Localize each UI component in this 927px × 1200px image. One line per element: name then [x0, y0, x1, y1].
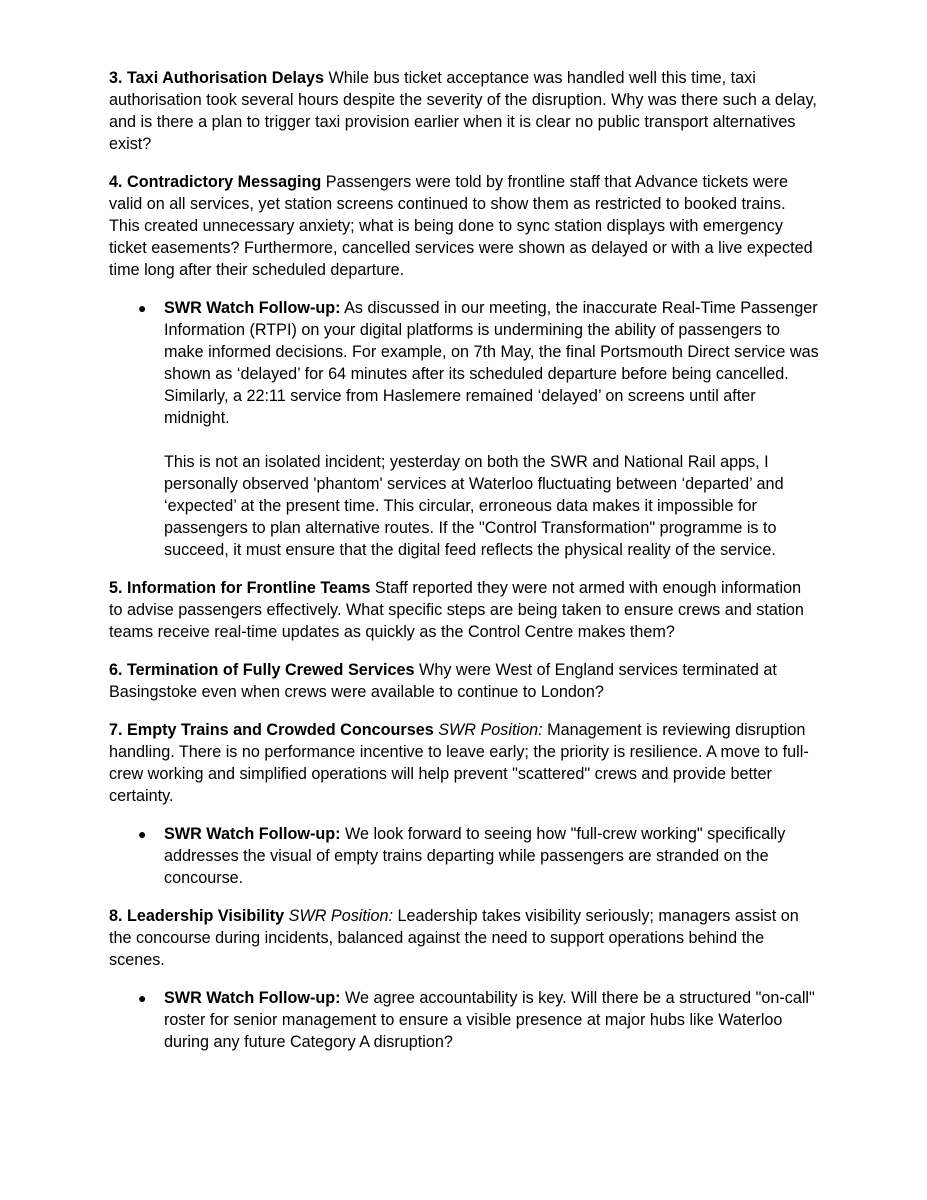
followup-text: We look forward to seeing how "full-crew working" specifically addresses the visual of empty trains departing while passengers are stranded on the concourse. — [164, 825, 786, 887]
section-leadership-visibility — [109, 905, 819, 971]
section-termination-crewed-services — [109, 659, 819, 703]
followup-label: SWR Watch Follow-up: — [164, 989, 341, 1007]
section-heading: 5. Information for Frontline Teams — [109, 579, 371, 597]
bullet-icon: ● — [138, 990, 147, 1006]
followup-label: SWR Watch Follow-up: — [164, 299, 341, 317]
position-label: SWR Position: — [438, 721, 543, 739]
bullet-icon: ● — [138, 826, 147, 842]
document-page — [109, 67, 819, 1069]
section-body: Staff reported they were not armed with enough information to advise passengers effectively. What specific steps are being taken to ensure crews and station teams receive real-time updates as quickly as the Control Centre makes them? — [109, 579, 804, 641]
section-heading: 3. Taxi Authorisation Delays — [109, 69, 324, 87]
followup-paragraph — [164, 297, 819, 429]
section-taxi-authorisation — [109, 67, 819, 155]
position-label: SWR Position: — [288, 907, 393, 925]
followup-label: SWR Watch Follow-up: — [164, 825, 341, 843]
followup-text: We agree accountability is key. Will there be a structured "on-call" roster for senior management to ensure a visible presence at major hubs like Waterloo during any future Category A disruption? — [164, 989, 815, 1051]
section-empty-trains — [109, 719, 819, 807]
section-heading: 6. Termination of Fully Crewed Services — [109, 661, 415, 679]
section-body: Passengers were told by frontline staff that Advance tickets were valid on all services, yet station screens continued to show them as restricted to booked trains. This created unnecessary anxiety; what is being done to sync station displays with emergency ticket easements? Furthermore, cancelled services were shown as delayed or with a live expected time long after their scheduled departure. — [109, 173, 813, 279]
followup-empty-trains — [109, 823, 819, 889]
followup-paragraph — [164, 987, 819, 1053]
bullet-icon: ● — [138, 300, 147, 316]
followup-paragraph: This is not an isolated incident; yesterday on both the SWR and National Rail apps, I personally observed 'phantom' services at Waterloo fluctuating between ‘departed’ and ‘expected’ at the present time. This circular, erroneous data makes it impossible for passengers to plan alternative routes. If the "Control Transformation" programme is to succeed, it must ensure that the digital feed reflects the physical reality of the service. — [164, 453, 784, 559]
followup-text: As discussed in our meeting, the inaccurate Real-Time Passenger Information (RTPI) on your digital platforms is undermining the ability of passengers to make informed decisions. For example, on 7th May, the final Portsmouth Direct service was shown as ‘delayed’ for 64 minutes after its scheduled departure before being cancelled. Similarly, a 22:11 service from Haslemere remained ‘delayed’ on screens until after midnight. — [164, 299, 819, 427]
section-body: Management is reviewing disruption handling. There is no performance incentive to leave early; the priority is resilience. A move to full-crew working and simplified operations will help prevent "scattered" crews and provide better certainty. — [109, 721, 809, 805]
section-body: Why were West of England services terminated at Basingstoke even when crews were available to continue to London? — [109, 661, 777, 701]
section-contradictory-messaging — [109, 171, 819, 281]
followup-leadership-visibility — [109, 987, 819, 1053]
section-body: Leadership takes visibility seriously; managers assist on the concourse during incidents, balanced against the need to support operations behind the scenes. — [109, 907, 799, 969]
section-heading: 8. Leadership Visibility — [109, 907, 285, 925]
section-body: While bus ticket acceptance was handled well this time, taxi authorisation took several hours despite the severity of the disruption. Why was there such a delay, and is there a plan to trigger taxi provision earlier when it is clear no public transport alternatives exist? — [109, 69, 817, 153]
section-heading: 4. Contradictory Messaging — [109, 173, 322, 191]
section-heading: 7. Empty Trains and Crowded Concourses — [109, 721, 434, 739]
followup-contradictory-messaging — [109, 297, 819, 561]
followup-paragraph — [164, 823, 819, 889]
section-frontline-information — [109, 577, 819, 643]
